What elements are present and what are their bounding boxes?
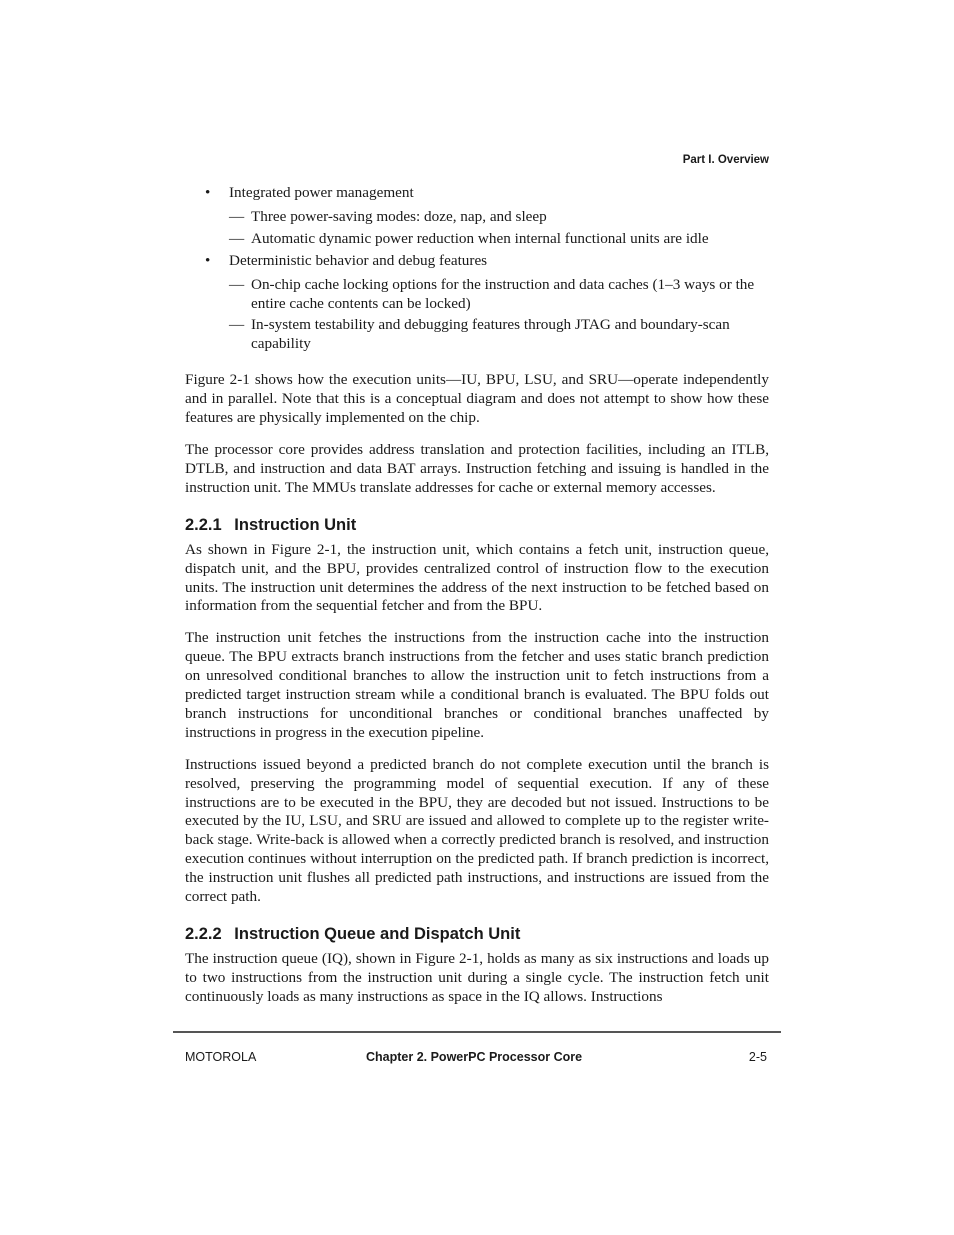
paragraph: The instruction queue (IQ), shown in Figure 2-1, holds as many as six instructions and loads up to two instructions from the instruction unit during a single cycle. The instruction fetch unit continuously loads as many instructions as space in the IQ allows. Instructions: [185, 950, 769, 1005]
footer-rule: [173, 1031, 781, 1033]
sub-bullet-item: [185, 316, 769, 354]
sub-bullet-text: Three power-saving modes: doze, nap, and sleep: [251, 207, 547, 225]
dash-mark: —: [229, 316, 245, 334]
sub-bullet-text: In-system testability and debugging features through JTAG and boundary-scan capability: [251, 316, 730, 353]
footer-company: MOTOROLA: [185, 1050, 257, 1064]
section-number: 2.2.1: [185, 515, 222, 534]
paragraph: The instruction unit fetches the instructions from the instruction cache into the instruction queue. The BPU extracts branch instructions from the fetcher and uses static branch prediction on unresolved conditional branches to allow the instruction unit to fetch instructions from a predicted target instruction stream while a conditional branch is evaluated. The BPU folds out branch instructions for unconditional branches or conditional branches unaffected by instructions in progress in the execution pipeline.: [185, 629, 769, 741]
paragraph: As shown in Figure 2-1, the instruction unit, which contains a fetch unit, instruction queue, dispatch unit, and the BPU, provides centralized control of instruction flow to the execution units. The instruction unit determines the address of the next instruction to be fetched based on information from the sequential fetcher and from the BPU.: [185, 540, 769, 615]
dash-mark: —: [229, 275, 245, 293]
paragraph-figure-overview: Figure 2-1 shows how the execution units—IU, BPU, LSU, and SRU—operate independently and in parallel. Note that this is a conceptual diagram and does not attempt to show how these features are physically implemented on the chip.: [185, 371, 769, 427]
bullet-mark: •: [205, 251, 211, 269]
section-title: Instruction Unit: [234, 515, 357, 534]
bullet-mark: •: [205, 184, 211, 201]
sub-bullet-item: [185, 230, 769, 249]
bullet-text: Deterministic behavior and debug features: [229, 251, 488, 269]
sub-bullet-item: [185, 208, 769, 227]
sub-bullet-text: Automatic dynamic power reduction when internal functional units are idle: [251, 229, 709, 247]
page-body: [185, 184, 769, 1007]
sub-bullet-text: On-chip cache locking options for the instruction and data caches (1–3 ways or the entire cache contents can be locked): [251, 275, 755, 312]
dash-mark: —: [229, 229, 245, 247]
paragraph-address-translation: The processor core provides address translation and protection facilities, including an ITLB, DTLB, and instruction and data BAT arrays. Instruction fetching and issuing is handled in the instruction unit. The MMUs translate addresses for cache or external memory accesses.: [185, 440, 769, 496]
footer-chapter-title: Chapter 2. PowerPC Processor Core: [366, 1050, 583, 1064]
sub-bullet-item: [185, 276, 769, 314]
dash-mark: —: [229, 207, 245, 225]
paragraph: Instructions issued beyond a predicted branch do not complete execution until the branch is resolved, preserving the programming model of sequential execution. If any of these instructions are to be executed in the BPU, they are decoded but not issued. Instructions to be executed by the IU, LSU, and SRU are issued and allowed to complete up to the register write-back stage. Write-back is allowed when a correctly predicted branch is resolved, and instruction execution continues without interruption on the predicted path. If branch prediction is incorrect, the instruction unit flushes all predicted path instructions, and instructions are issued from the correct path.: [185, 755, 769, 906]
section-title: Instruction Queue and Dispatch Unit: [234, 925, 521, 943]
bullet-item: [185, 184, 769, 203]
running-head: Part I. Overview: [682, 154, 769, 166]
section-number: 2.2.2: [185, 925, 222, 943]
bullet-text: Integrated power management: [229, 184, 414, 201]
section-heading-instruction-queue: [185, 924, 769, 944]
bullet-item: [185, 252, 769, 271]
footer-page-number: 2-5: [748, 1050, 767, 1064]
section-heading-instruction-unit: [185, 515, 769, 535]
